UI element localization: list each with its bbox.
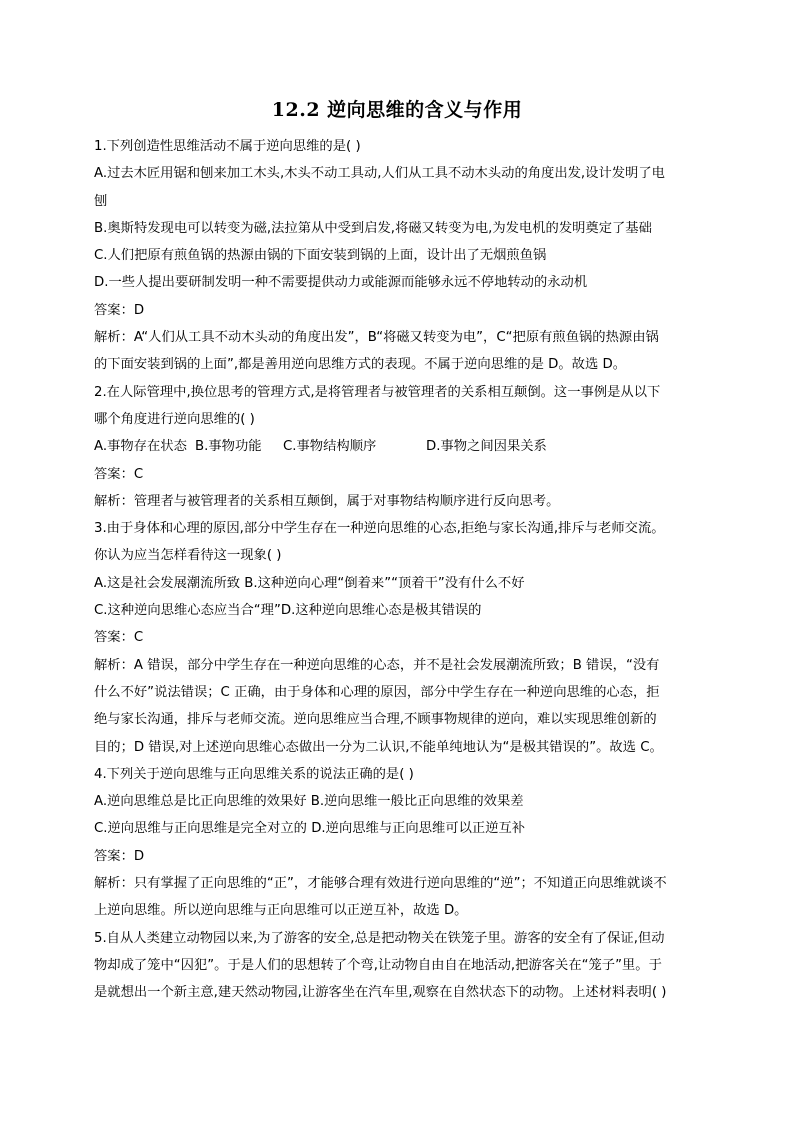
question-1-option-c: C.人们把原有煎鱼锅的热源由锅的下面安装到锅的上面，设计出了无烟煎鱼锅 bbox=[94, 248, 547, 264]
question-3-options-ab: A.这是社会发展潮流所致 B.这种逆向心理“倒着来”“顶着干”没有什么不好 bbox=[94, 575, 525, 591]
question-2-explanation: 解析：管理者与被管理者的关系相互颠倒，属于对事物结构顺序进行反向思考。 bbox=[94, 493, 560, 509]
question-2-option-d: D.事物之间因果关系 bbox=[426, 439, 547, 455]
question-1-explanation-cont: 的下面安装到锅的上面”,都是善用逆向思维方式的表现。不属于逆向思维的是 D。故选 D。 bbox=[94, 357, 627, 373]
question-1-option-a-cont: 刨 bbox=[94, 193, 108, 209]
document-body bbox=[94, 133, 706, 1007]
question-3-stem-cont: 你认为应当怎样看待这一现象( ) bbox=[94, 548, 282, 564]
question-2-answer: 答案：C bbox=[94, 466, 144, 482]
question-2-options bbox=[94, 433, 706, 460]
question-1-option-d: D.一些人提出要研制发明一种不需要提供动力或能源而能够永远不停地转动的永动机 bbox=[94, 275, 588, 291]
question-4-explanation: 解析：只有掌握了正向思维的“正”，才能够合理有效进行逆向思维的“逆”；不知道正向思维就谈不 bbox=[94, 876, 667, 892]
question-5-stem-cont: 是就想出一个新主意,建天然动物园,让游客坐在汽车里,观察在自然状态下的动物。上述材料表明( ) bbox=[94, 985, 667, 1001]
question-1-option-b: B.奥斯特发现电可以转变为磁,法拉第从中受到启发,将磁又转变为电,为发电机的发明奠定了基础 bbox=[94, 220, 652, 236]
question-4-explanation-cont: 上逆向思维。所以逆向思维与正向思维可以正逆互补，故选 D。 bbox=[94, 903, 468, 919]
question-2-stem-cont: 哪个角度进行逆向思维的( ) bbox=[94, 411, 255, 427]
question-3-explanation-cont: 什么不好”说法错误；C 正确，由于身体和心理的原因，部分中学生存在一种逆向思维的心态，拒 bbox=[94, 684, 660, 700]
question-1-option-a: A.过去木匠用锯和刨来加工木头,木头不动工具动,人们从工具不动木头动的角度出发,设计发明了电 bbox=[94, 166, 665, 182]
question-1-stem: 1.下列创造性思维活动不属于逆向思维的是( ) bbox=[94, 139, 361, 154]
question-2-stem: 2.在人际管理中,换位思考的管理方式,是将管理者与被管理者的关系相互颠倒。这一事例是从以下 bbox=[94, 384, 661, 400]
question-3-options-cd: C.这种逆向思维心态应当合“理”D.这种逆向思维心态是极其错误的 bbox=[94, 603, 482, 619]
question-3-explanation-cont: 目的；D 错误,对上述逆向思维心态做出一分为二认识,不能单纯地认为“是极其错误的”。故选 C。 bbox=[94, 739, 663, 755]
question-4-stem: 4.下列关于逆向思维与正向思维关系的说法正确的是( ) bbox=[94, 766, 414, 782]
question-5-stem: 5.自从人类建立动物园以来,为了游客的安全,总是把动物关在铁笼子里。游客的安全有了保证,但动 bbox=[94, 930, 665, 946]
question-4-options-ab: A.逆向思维总是比正向思维的效果好 B.逆向思维一般比正向思维的效果差 bbox=[94, 794, 524, 810]
question-2-option-b: B.事物功能 bbox=[195, 439, 262, 455]
question-1-explanation: 解析：A“人们从工具不动木头动的角度出发”，B“将磁又转变为电”，C“把原有煎鱼锅的热源由锅 bbox=[94, 330, 659, 346]
question-2-option-a: A.事物存在状态 bbox=[94, 439, 187, 455]
page-title: 12.2 逆向思维的含义与作用 bbox=[271, 99, 523, 121]
question-5-stem-cont: 物却成了笼中“囚犯”。于是人们的思想转了个弯,让动物自由自在地活动,把游客关在“笼子”里。于 bbox=[94, 957, 662, 973]
question-3-explanation-cont: 绝与家长沟通，排斥与老师交流。逆向思维应当合理,不顾事物规律的逆向，难以实现思维创新的 bbox=[94, 712, 657, 728]
question-4-answer: 答案：D bbox=[94, 848, 145, 864]
question-3-stem: 3.由于身体和心理的原因,部分中学生存在一种逆向思维的心态,拒绝与家长沟通,排斥与老师交流。 bbox=[94, 521, 665, 537]
question-2-option-c: C.事物结构顺序 bbox=[283, 439, 377, 455]
question-4-options-cd: C.逆向思维与正向思维是完全对立的 D.逆向思维与正向思维可以正逆互补 bbox=[94, 821, 526, 837]
question-3-explanation: 解析：A 错误，部分中学生存在一种逆向思维的心态，并不是社会发展潮流所致；B 错误，“没有 bbox=[94, 657, 660, 673]
question-1-answer: 答案：D bbox=[94, 302, 145, 318]
question-3-answer: 答案：C bbox=[94, 630, 144, 646]
